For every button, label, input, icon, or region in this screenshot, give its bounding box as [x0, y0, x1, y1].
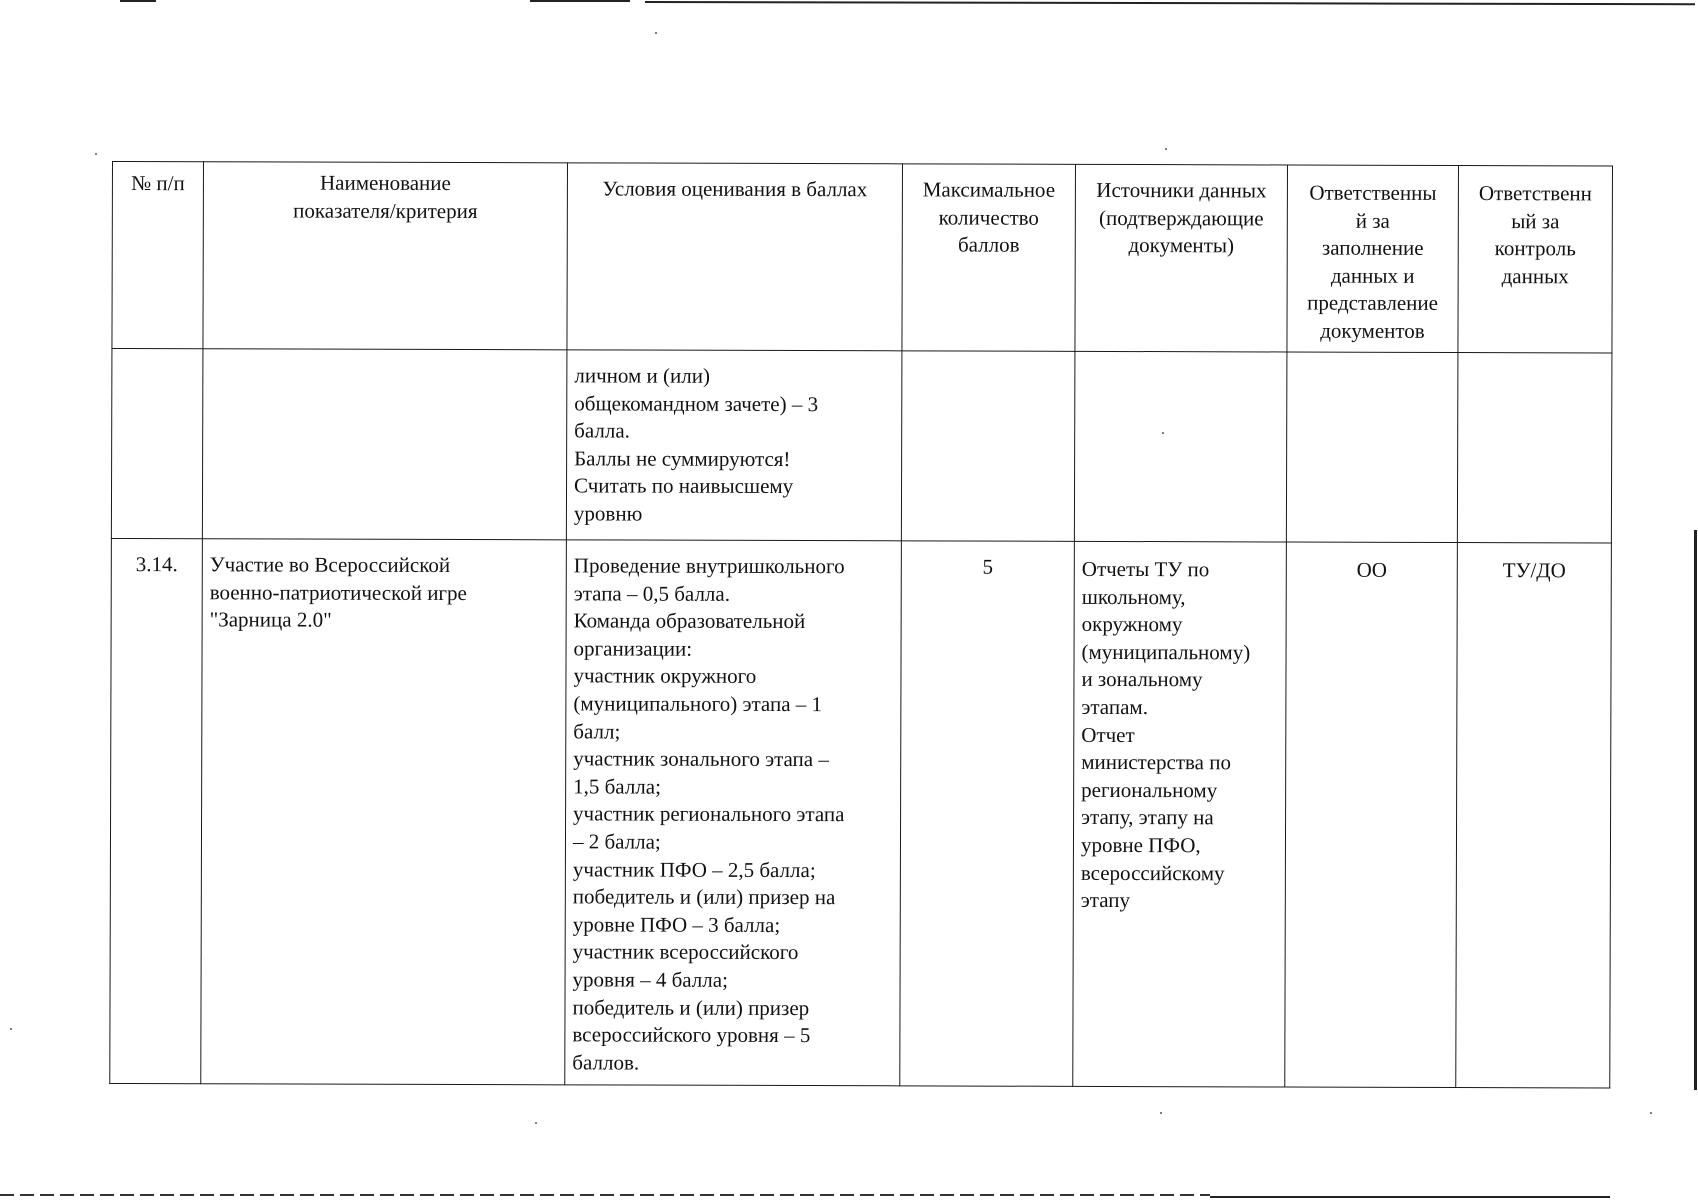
sources-line: Отчеты ТУ по — [1081, 556, 1210, 582]
scan-speck — [655, 32, 657, 34]
conditions-line: уровня – 4 балла; — [572, 967, 728, 992]
header-resp-line: данных и — [1330, 263, 1415, 288]
scan-line-bottom-right — [1210, 1196, 1610, 1198]
scan-speck — [95, 153, 97, 155]
conditions-line: Команда образовательной — [573, 608, 806, 634]
conditions-line: организации: — [573, 636, 693, 661]
conditions-line: участник ПФО – 2,5 балла; — [572, 856, 816, 882]
header-resp-line: заполнение — [1321, 235, 1424, 261]
header-max-line: Максимальное — [922, 177, 1056, 202]
scan-line-bottom — [0, 1194, 1210, 1196]
conditions-line: этапа – 0,5 балла. — [573, 580, 731, 606]
sources-line: школьному, — [1081, 584, 1186, 609]
scan-speck — [1650, 1112, 1652, 1114]
conditions-line: уровню — [573, 501, 643, 526]
cell-max-empty — [901, 351, 1075, 542]
conditions-line: общекомандном зачете) – 3 — [574, 390, 819, 416]
name-line: "Зарница 2.0" — [209, 607, 332, 632]
header-ctrl-line: ый за — [1511, 208, 1560, 233]
conditions-line: Баллы не суммируются! — [574, 446, 791, 471]
header-max-points — [902, 164, 1076, 352]
sources-line: этапу, этапу на — [1081, 805, 1214, 830]
conditions-line: участник регионального этапа — [573, 801, 845, 827]
cell-name — [201, 539, 567, 1085]
header-responsible-fill — [1287, 165, 1459, 353]
scan-line-top-center — [530, 0, 630, 2]
sources-line: уровне ПФО, — [1080, 832, 1201, 858]
conditions-line: 1,5 балла; — [573, 774, 661, 799]
conditions-line: балла. — [574, 418, 630, 443]
cell-conditions-continuation — [566, 350, 902, 541]
cell-responsible-fill: ОО — [1285, 542, 1458, 1088]
header-max-line: количество — [938, 205, 1039, 230]
sources-line: министерства по — [1081, 750, 1232, 775]
scan-speck — [1160, 1112, 1162, 1114]
header-name-line: Наименование — [319, 170, 451, 196]
name-line: военно-патриотической игре — [209, 579, 467, 605]
cell-num: 3.14. — [110, 538, 203, 1083]
conditions-line: балл; — [573, 718, 621, 744]
conditions-line: Проведение внутришкольного — [573, 553, 845, 579]
cell-sources — [1073, 541, 1287, 1087]
conditions-line: Считать по наивысшему — [574, 473, 794, 499]
header-responsible-control — [1458, 165, 1613, 352]
header-ctrl-line: Ответственн — [1478, 181, 1592, 206]
header-name-line: показателя/критерия — [293, 198, 478, 223]
scan-line-top-left — [120, 0, 156, 2]
conditions-line: (муниципального) этапа – 1 — [573, 691, 823, 717]
conditions-line: уровне ПФО – 3 балла; — [572, 912, 781, 937]
scan-speck — [10, 1028, 12, 1030]
cell-num-empty — [111, 349, 203, 539]
table-row-3-14 — [110, 538, 1612, 1087]
conditions-line: – 2 балла; — [572, 829, 661, 854]
conditions-line: победитель и (или) призер на — [572, 884, 836, 910]
header-max-line: баллов — [957, 232, 1020, 257]
sources-line: и зональному — [1081, 667, 1203, 692]
header-conditions: Условия оценивания в баллах — [567, 163, 903, 351]
scan-speck — [1165, 148, 1167, 150]
sources-line: окружному — [1081, 612, 1183, 637]
conditions-line: всероссийского уровня – 5 — [572, 1022, 811, 1048]
sources-line: этапам. — [1081, 694, 1149, 720]
cell-ctrl-empty — [1457, 352, 1612, 542]
sources-line: региональному — [1081, 777, 1218, 803]
header-resp-line: Ответственны — [1309, 180, 1437, 205]
conditions-line: участник зонального этапа – — [573, 746, 829, 772]
conditions-line: участник всероссийского — [572, 939, 799, 965]
cell-responsible-control: ТУ/ДО — [1456, 542, 1612, 1087]
header-num: № п/п — [112, 162, 204, 349]
header-ctrl-line: контроль — [1494, 236, 1576, 261]
scan-speck — [535, 1122, 537, 1124]
header-sources-line: (подтверждающие — [1099, 205, 1264, 231]
table-row-continuation — [111, 349, 1612, 543]
scan-edge-right — [1694, 530, 1697, 1090]
header-sources — [1075, 164, 1288, 352]
header-sources-line: документы) — [1128, 233, 1235, 258]
criteria-table — [109, 161, 1613, 1088]
sources-line: (муниципальному) — [1081, 639, 1251, 665]
cell-resp-empty — [1286, 352, 1458, 543]
header-resp-line: документов — [1320, 318, 1425, 343]
conditions-line: победитель и (или) призер — [572, 994, 810, 1020]
header-sources-line: Источники данных — [1096, 177, 1267, 203]
table-header-row — [112, 162, 1613, 353]
cell-name-empty — [202, 349, 567, 540]
cell-sources-empty — [1074, 351, 1287, 542]
sources-line: всероссийскому — [1080, 860, 1225, 885]
sources-line: Отчет — [1081, 722, 1135, 747]
cell-conditions — [565, 540, 902, 1086]
header-resp-line: й за — [1355, 208, 1390, 233]
conditions-line: личном и (или) — [574, 363, 710, 388]
header-resp-line: представление — [1307, 290, 1439, 316]
sources-line: этапу — [1080, 888, 1131, 913]
header-ctrl-line: данных — [1501, 263, 1569, 289]
name-line: Участие во Всероссийской — [209, 552, 451, 578]
conditions-line: участник окружного — [573, 663, 757, 689]
scan-line-top-right — [645, 1, 1695, 5]
cell-max-points: 5 — [900, 541, 1075, 1087]
conditions-line: баллов. — [572, 1050, 640, 1075]
header-name — [203, 162, 568, 350]
